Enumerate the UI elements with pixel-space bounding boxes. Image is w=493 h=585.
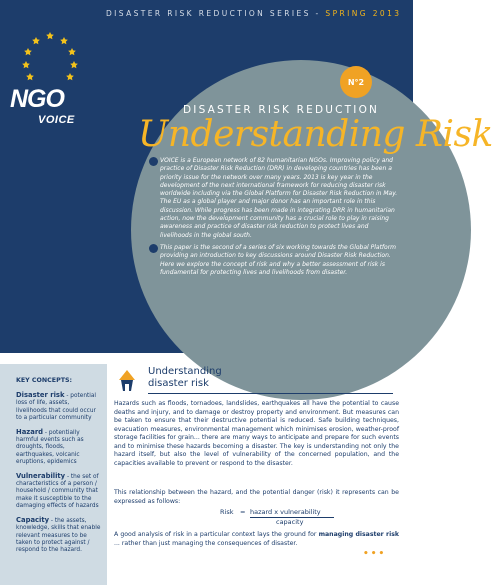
heading-divider [148, 393, 393, 394]
concept-item [16, 517, 102, 555]
paragraph-3-bold: managing disaster risk [318, 531, 399, 538]
key-concepts-heading: KEY CONCEPTS: [16, 377, 73, 384]
key-concepts-sidebar [0, 364, 107, 585]
concept-term: Hazard [16, 427, 44, 436]
concept-desc: - the set of characteristics of a person / household / community that make it susceptible to the damaging effects of hazards [16, 473, 99, 510]
concept-item [16, 392, 102, 423]
logo-ngo-text: NGO [10, 85, 64, 113]
cover-intro-paragraph: VOICE is a European network of 82 humanitarian NGOs. Improving policy and practice of Disaster Risk Reduction (DRR) in developing countries has been a priority issue for the network over many years. 2013 is key year in the development of the next international framework for reducing disaster risk worldwide including via the Global Platform for Disaster Risk Reduction in May. The EU as a global player and major donor has an important role in this discussion. While progress has been made in integrating DRR in humanitarian action, now the development community has a crucial role to play in raising awareness and practice of disaster risk reduction to protect lives and livelihoods in the global south. [160, 157, 398, 239]
end-mark: ••• [363, 549, 387, 559]
paragraph-3-start: A good analysis of risk in a particular context lays the ground for [114, 531, 319, 538]
article-heading-line2: disaster risk [148, 378, 209, 389]
concept-desc: - potential loss of life, assets, livelihoods that could occur to a particular community [16, 393, 97, 422]
formula-equals: = [240, 508, 246, 516]
formula-lhs: Risk [220, 508, 234, 516]
article-paragraph-1: Hazards such as floods, tornadoes, landslides, earthquakes all have the potential to cause deaths and injury, and to damage or destroy property and environment. But measures can be taken to ensure that their destructive potential is reduced. Safe building techniques, evacuation measures, environmental management which minimises erosion, weather-proof storage facilities for grain... there are many ways to anticipate and prepare for such events and to minimise these hazards becoming a disaster. The key is understanding not only the hazard itself, but also the level of vulnerability of the concerned population, and the capacities available to prevent or respond to the disaster. [114, 400, 399, 467]
logo-voice-text: VOICE [38, 114, 75, 126]
article-paragraph-2: This relationship between the hazard, and the potential danger (risk) it represents can be expressed as follows: [114, 489, 399, 505]
ngo-voice-logo [0, 30, 100, 126]
concept-desc: - the assets, knowledge, skills that enable relevant measures to be taken to protect against / respond to the hazard. [16, 517, 101, 554]
cover-second-paragraph: This paper is the second of a series of six working towards the Global Platform providing an introduction to key discussions around Disaster Risk Reduction. Here we explore the concept of risk and why a better assessment of risk is fundamental for protecting lives and livelihoods from disaster. [160, 244, 397, 276]
series-title: DISASTER RISK REDUCTION SERIES - [106, 9, 326, 18]
cover-title: Understanding Risk [138, 114, 493, 155]
cover-subtitle: DISASTER RISK REDUCTION [183, 104, 380, 116]
eu-stars-icon [0, 30, 100, 90]
concept-term: Disaster risk [16, 391, 65, 399]
article-heading [148, 366, 222, 390]
formula-denominator: capacity [276, 518, 304, 526]
concept-term: Capacity [16, 515, 50, 524]
formula-numerator: hazard x vulnerability [250, 508, 321, 516]
bullet-dot-icon [149, 244, 158, 253]
concept-desc: - potentially harmful events such as droughts, floods, earthquakes, volcanic eruptions, epidemics [16, 429, 84, 466]
paragraph-3-end: ... rather than just managing the consequences of disaster. [114, 539, 298, 547]
article-heading-line1: Understanding [148, 366, 222, 377]
concept-item [16, 473, 102, 511]
bullet-dot-icon [149, 157, 158, 166]
article-paragraph-3 [114, 531, 399, 548]
shelter-icon [116, 366, 138, 394]
series-season: SPRING 2013 [325, 9, 402, 18]
concept-item [16, 429, 102, 467]
concept-term: Vulnerability [16, 471, 66, 480]
series-header [106, 9, 406, 18]
risk-formula [220, 506, 340, 528]
issue-number-badge: N°2 [340, 66, 372, 98]
